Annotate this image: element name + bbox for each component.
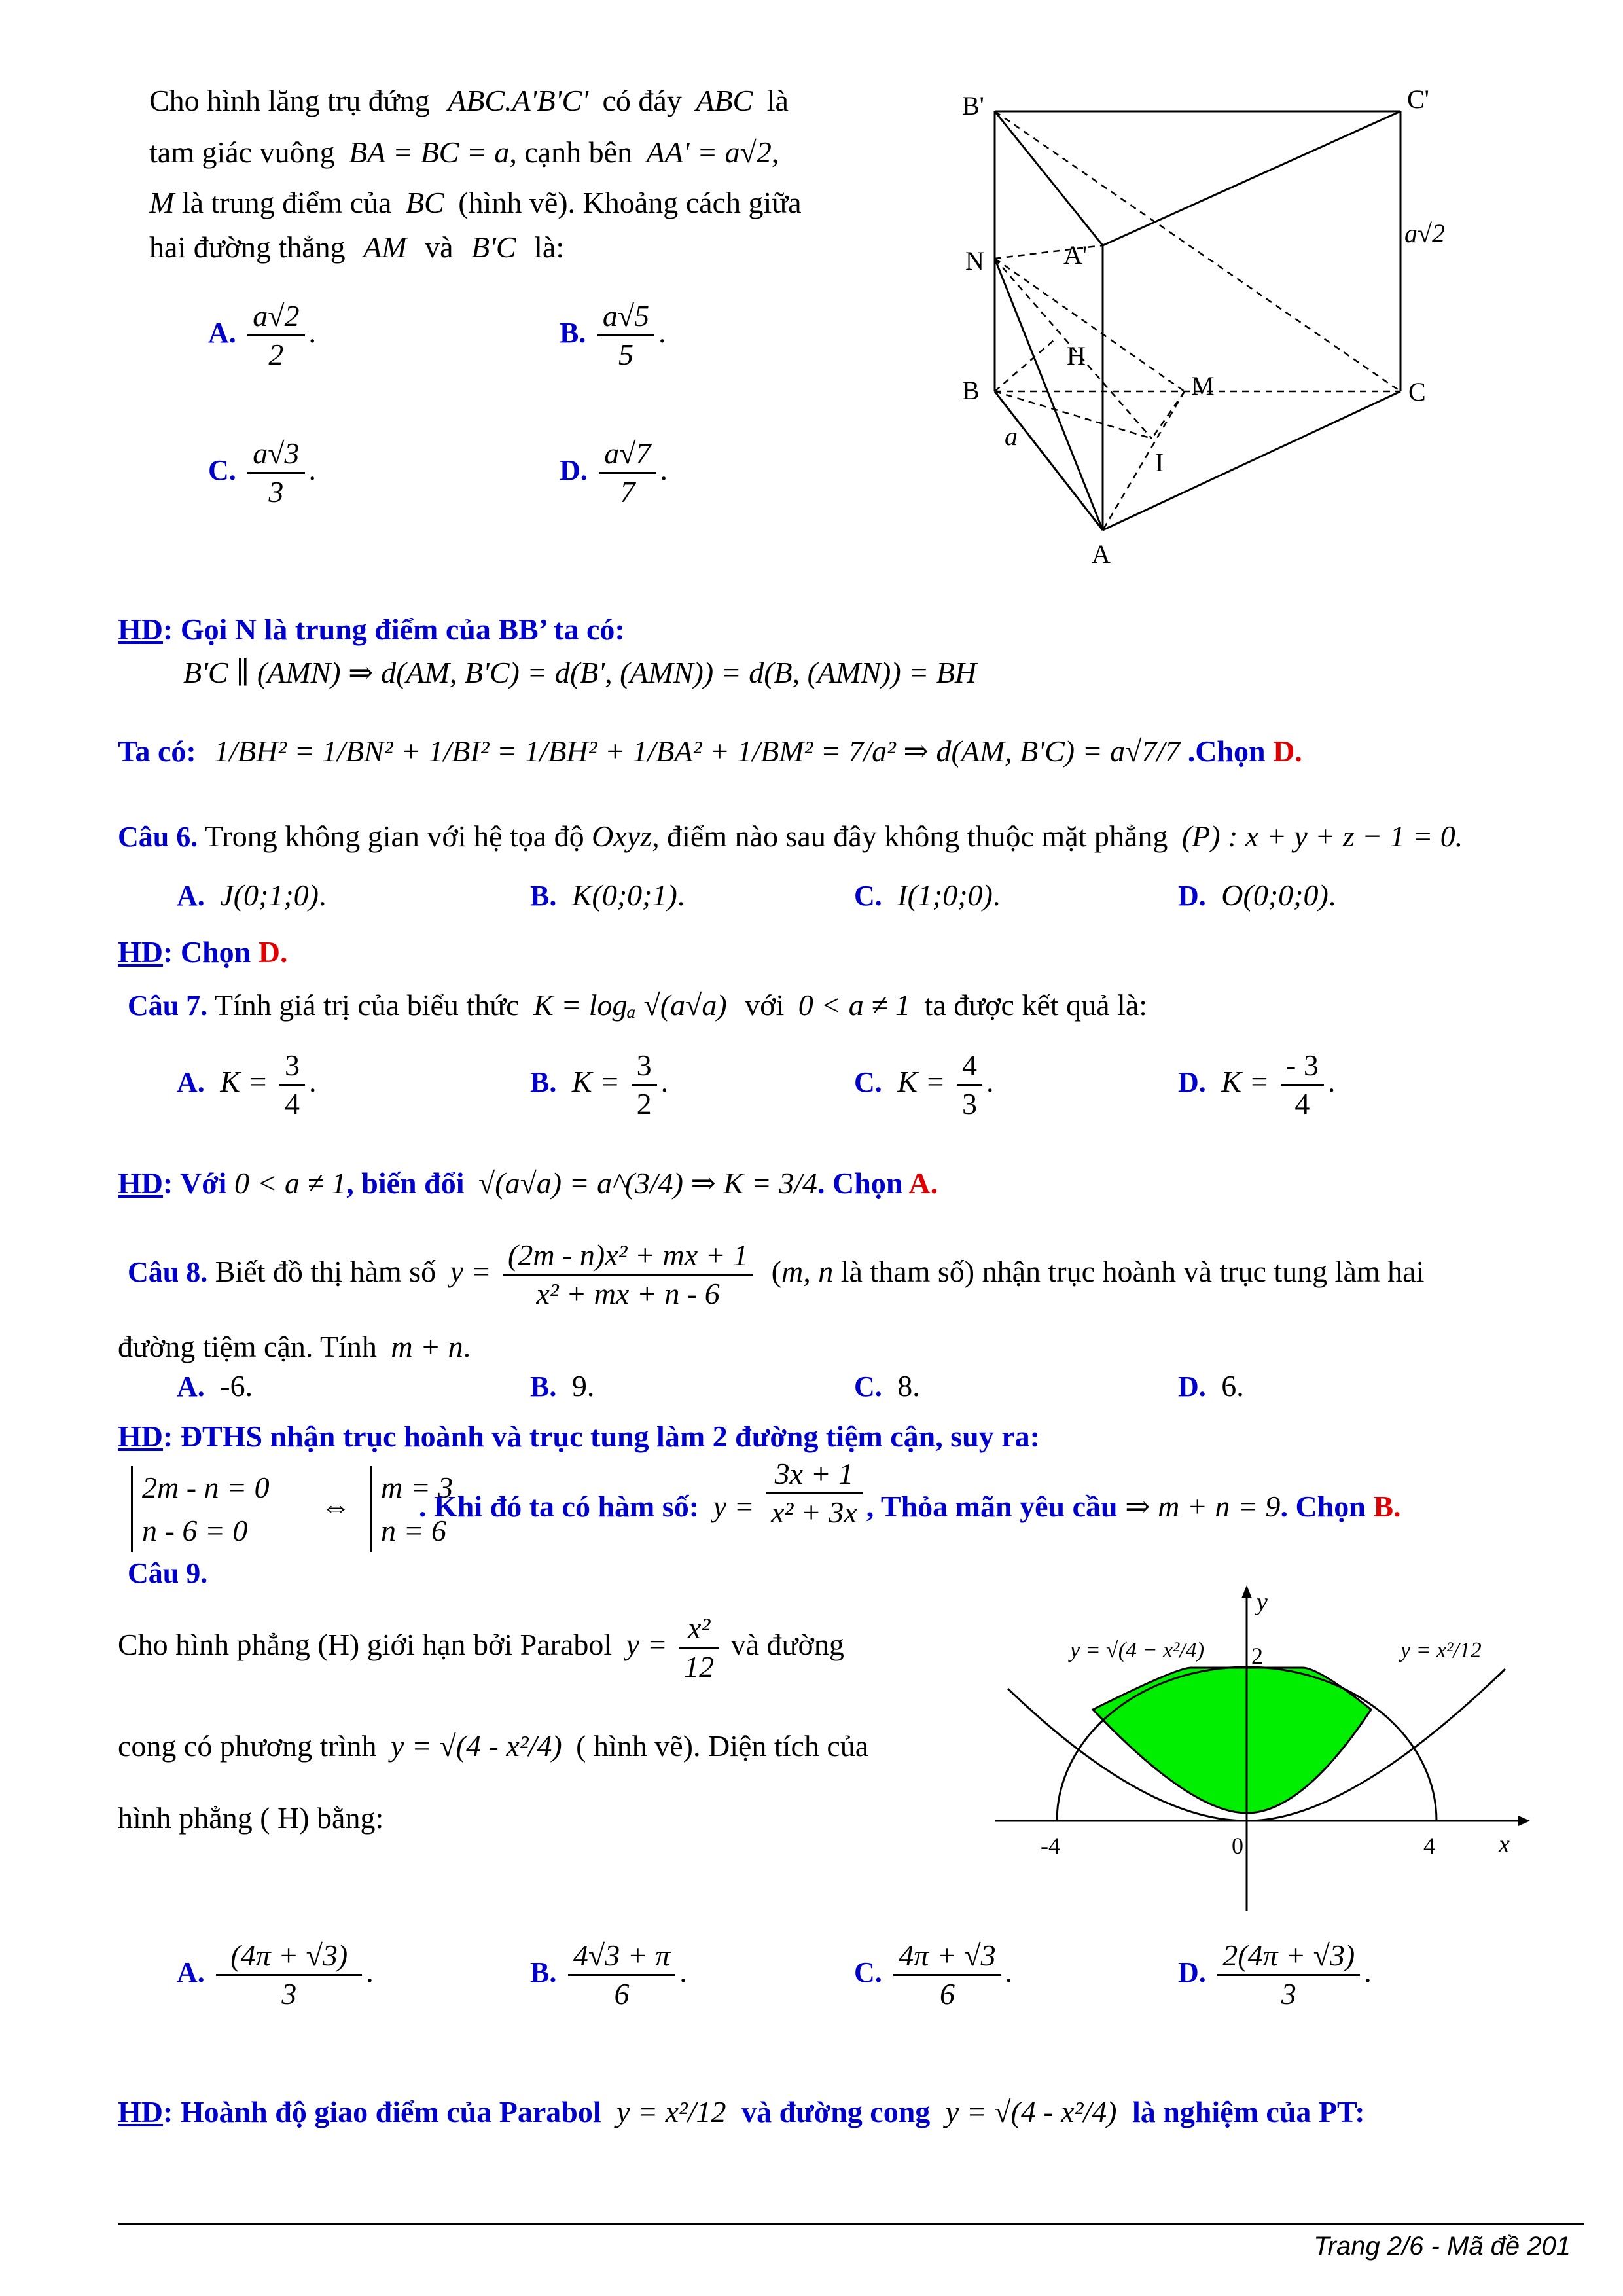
system-2: m = 3 n = 6 bbox=[370, 1466, 453, 1552]
q8-option-d[interactable]: D. 6. bbox=[1178, 1369, 1244, 1403]
label-a1: A' bbox=[1063, 240, 1088, 270]
label-a: A bbox=[1092, 539, 1111, 569]
q6-option-a[interactable]: A. J(0;1;0). bbox=[177, 878, 327, 912]
q5-hd: HD: Gọi N là trung điểm của BB’ ta có: bbox=[118, 613, 625, 646]
label-edge-a-sqrt2: a√2 bbox=[1404, 219, 1445, 248]
q8-hd-conclusion: . Khi đó ta có hàm số: y = $\frac{3x + 1}{\text{x² + 3x}}$ , Thỏa mãn yêu cầu ⇒ m + n = 9. Chọn B. bbox=[419, 1457, 1401, 1529]
label-b1: B' bbox=[962, 91, 984, 120]
q5-intro-line4: hai đường thẳng AM và B'C là: bbox=[149, 230, 565, 264]
prism-figure bbox=[942, 79, 1492, 576]
q8-stem: Câu 8. Biết đồ thị hàm số y = $\frac{\text{(2m - n)x² + mx + 1}}{\text{x² + mx + n - 6}}$ (m, n là tham số) nhận trục hoành và trục tung làm hai bbox=[128, 1238, 1425, 1310]
q5-option-d[interactable]: D. $\frac{a√7}{7}$ . bbox=[560, 437, 668, 509]
q6-option-c[interactable]: C. I(1;0;0). bbox=[854, 878, 1001, 912]
label-c: C bbox=[1408, 377, 1426, 406]
q7-option-b[interactable]: B. K = $\frac{3}{2}$ . bbox=[530, 1049, 669, 1121]
q9-option-c[interactable]: C. $\frac{4\pi + √3}{6}$ . bbox=[854, 1939, 1013, 2011]
system-1: 2m - n = 0 n - 6 = 0 bbox=[131, 1466, 270, 1552]
q9-option-d[interactable]: D. $\frac{2(4\pi + √3)}{3}$ . bbox=[1178, 1939, 1372, 2011]
q5-option-b[interactable]: B. $\frac{a√5}{5}$ . bbox=[560, 299, 666, 371]
curve-label: y = √(4 − x²/4) bbox=[1070, 1638, 1205, 1662]
q5-intro-line3: M là trung điểm của BC (hình vẽ). Khoảng cách giữa bbox=[149, 186, 802, 219]
q5-intro-line1: Cho hình lăng trụ đứng ABC.A'B'C' có đáy ABC là bbox=[149, 84, 789, 117]
q9-line1: Cho hình phẳng (H) giới hạn bởi Parabol y = $\frac{\text{x²}}{12}$ và đường bbox=[118, 1611, 844, 1683]
tick-minus-4: -4 bbox=[1041, 1833, 1060, 1859]
q8-option-b[interactable]: B. 9. bbox=[530, 1369, 595, 1403]
q6-option-b[interactable]: B. K(0;0;1). bbox=[530, 878, 685, 912]
label-b: B bbox=[962, 376, 980, 405]
q7-option-a[interactable]: A. K = $\frac{3}{4}$ . bbox=[177, 1049, 317, 1121]
parabola-label: y = x²/12 bbox=[1400, 1638, 1482, 1662]
y-axis-arrow bbox=[1241, 1585, 1252, 1598]
tick-2: 2 bbox=[1251, 1643, 1263, 1669]
tick-4: 4 bbox=[1423, 1833, 1435, 1859]
q7-option-d[interactable]: D. K = $\frac{- 3}{4}$ . bbox=[1178, 1049, 1336, 1121]
tick-0: 0 bbox=[1232, 1833, 1243, 1859]
shaded-region-h bbox=[1093, 1668, 1371, 1813]
q5-hd-formula: B'C ∥ (AMN) ⇒ d(AM, B'C) = d(B', (AMN)) = d(B, (AMN)) = BH bbox=[183, 656, 977, 689]
area-graph bbox=[995, 1584, 1531, 1924]
label-m: M bbox=[1191, 371, 1215, 401]
label-n: N bbox=[965, 246, 984, 276]
q5-option-a[interactable]: A. $\frac{a√2}{2}$ . bbox=[208, 299, 317, 371]
iff-symbol: ⇔ bbox=[321, 1490, 351, 1523]
page-footer: Trang 2/6 - Mã đề 201 bbox=[1313, 2232, 1571, 2261]
q9-line3: hình phẳng ( H) bằng: bbox=[118, 1801, 384, 1835]
q5-option-c[interactable]: C. $\frac{a√3}{3}$ . bbox=[208, 437, 317, 509]
label-h: H bbox=[1067, 341, 1086, 370]
q8-hd-systems bbox=[118, 1457, 1558, 1556]
q9-option-a[interactable]: A. $\frac{(4\pi + √3)}{3}$ . bbox=[177, 1939, 374, 2011]
q8-hd: HD: ĐTHS nhận trục hoành và trục tung làm 2 đường tiệm cận, suy ra: bbox=[118, 1420, 1040, 1453]
y-axis-label: y bbox=[1257, 1588, 1268, 1616]
q7-option-c[interactable]: C. K = $\frac{4}{3}$ . bbox=[854, 1049, 994, 1121]
label-i: I bbox=[1155, 448, 1164, 477]
q8-option-a[interactable]: A. -6. bbox=[177, 1369, 253, 1403]
footer-rule bbox=[118, 2223, 1584, 2225]
x-axis-label: x bbox=[1499, 1831, 1510, 1858]
q7-stem: Câu 7. Tính giá trị của biểu thức K = logₐ √(a√a) với 0 < a ≠ 1 ta được kết quả là: bbox=[128, 988, 1148, 1022]
q9-hd: HD: Hoành độ giao điểm của Parabol y = x²/12 và đường cong y = √(4 - x²/4) là nghiệm của PT: bbox=[118, 2095, 1365, 2128]
label-edge-a: a bbox=[1005, 422, 1018, 451]
q8-option-c[interactable]: C. 8. bbox=[854, 1369, 920, 1403]
q7-hd: HD: Với 0 < a ≠ 1, biến đổi √(a√a) = a^(3/4) ⇒ K = 3/4. Chọn A. bbox=[118, 1166, 938, 1200]
q9-line2: cong có phương trình y = √(4 - x²/4) ( hình vẽ). Diện tích của bbox=[118, 1729, 869, 1763]
q5-taco: Ta có: 1/BH² = 1/BN² + 1/BI² = 1/BH² + 1/BA² + 1/BM² = 7/a² ⇒ d(AM, B'C) = a√7/7 .Chọn D. bbox=[118, 734, 1302, 768]
x-axis-arrow bbox=[1518, 1816, 1530, 1826]
q6-hd: HD: Chọn D. bbox=[118, 935, 288, 969]
label-c1: C' bbox=[1407, 84, 1429, 114]
q9-option-b[interactable]: B. $\frac{4√3 + \pi}{6}$ . bbox=[530, 1939, 687, 2011]
q8-stem-2: đường tiệm cận. Tính m + n. bbox=[118, 1330, 471, 1363]
q5-intro-line2: tam giác vuông BA = BC = a, cạnh bên AA' = a√2, bbox=[149, 135, 779, 169]
q6-option-d[interactable]: D. O(0;0;0). bbox=[1178, 878, 1336, 912]
q6-stem: Câu 6. Trong không gian với hệ tọa độ Oxyz, điểm nào sau đây không thuộc mặt phẳng (P) : x + y + z − 1 = 0. bbox=[118, 819, 1463, 853]
q9-label: Câu 9. bbox=[128, 1557, 208, 1589]
